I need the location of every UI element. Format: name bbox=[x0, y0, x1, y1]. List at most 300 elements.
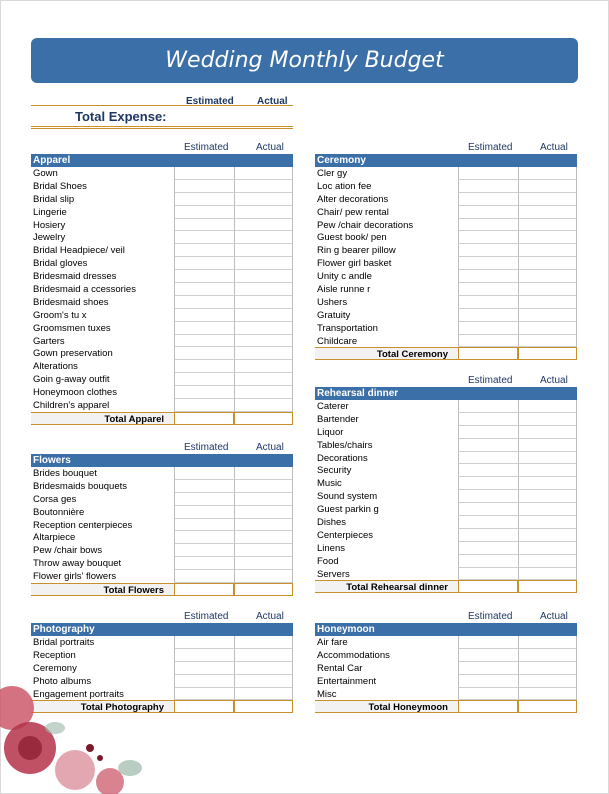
estimated-cell[interactable] bbox=[174, 270, 234, 283]
estimated-cell[interactable] bbox=[458, 464, 518, 477]
actual-cell[interactable] bbox=[234, 519, 293, 532]
actual-cell[interactable] bbox=[234, 167, 293, 180]
estimated-cell[interactable] bbox=[174, 675, 234, 688]
item-label: Ushers bbox=[317, 296, 348, 308]
estimated-header: Estimated bbox=[184, 142, 229, 153]
budget-row bbox=[315, 244, 577, 257]
estimated-cell[interactable] bbox=[174, 231, 234, 244]
estimated-cell[interactable] bbox=[174, 493, 234, 506]
estimated-cell[interactable] bbox=[458, 206, 518, 219]
estimated-cell[interactable] bbox=[174, 193, 234, 206]
estimated-cell[interactable] bbox=[458, 322, 518, 335]
estimated-cell[interactable] bbox=[174, 309, 234, 322]
actual-cell[interactable] bbox=[518, 167, 577, 180]
actual-cell[interactable] bbox=[234, 219, 293, 232]
total-row bbox=[315, 347, 577, 360]
estimated-cell[interactable] bbox=[174, 373, 234, 386]
budget-row bbox=[315, 413, 577, 426]
column-headers bbox=[315, 142, 577, 154]
budget-row bbox=[31, 360, 293, 373]
item-label: Unity c andle bbox=[317, 271, 372, 283]
item-label: Flower girls' flowers bbox=[33, 571, 117, 583]
actual-cell[interactable] bbox=[518, 503, 577, 516]
estimated-cell[interactable] bbox=[174, 206, 234, 219]
budget-row bbox=[31, 270, 293, 283]
estimated-cell[interactable] bbox=[458, 516, 518, 529]
budget-row bbox=[31, 570, 293, 583]
estimated-cell[interactable] bbox=[458, 662, 518, 675]
actual-cell[interactable] bbox=[518, 688, 577, 701]
budget-row bbox=[31, 180, 293, 193]
estimated-cell[interactable] bbox=[174, 519, 234, 532]
budget-row bbox=[315, 426, 577, 439]
actual-cell[interactable] bbox=[234, 244, 293, 257]
actual-cell[interactable] bbox=[518, 335, 577, 348]
actual-cell[interactable] bbox=[234, 231, 293, 244]
budget-row bbox=[315, 231, 577, 244]
actual-cell[interactable] bbox=[518, 555, 577, 568]
estimated-cell[interactable] bbox=[458, 283, 518, 296]
section-header: Flowers bbox=[31, 454, 293, 467]
total-actual-cell[interactable] bbox=[518, 580, 577, 593]
item-label: Alterations bbox=[33, 361, 78, 373]
actual-header: Actual bbox=[256, 611, 284, 622]
budget-row bbox=[315, 675, 577, 688]
item-label: Boutonnière bbox=[33, 506, 85, 518]
item-label: Gown bbox=[33, 168, 58, 179]
estimated-cell[interactable] bbox=[458, 244, 518, 257]
item-label: Entertainment bbox=[317, 675, 377, 687]
estimated-cell[interactable] bbox=[174, 296, 234, 309]
actual-cell[interactable] bbox=[518, 296, 577, 309]
budget-row bbox=[31, 296, 293, 309]
estimated-cell[interactable] bbox=[458, 529, 518, 542]
section-header: Honeymoon bbox=[315, 623, 577, 636]
total-estimated-cell[interactable] bbox=[458, 700, 518, 713]
item-label: Rental Car bbox=[317, 662, 363, 674]
actual-header: Actual bbox=[540, 375, 568, 386]
estimated-cell[interactable] bbox=[458, 490, 518, 503]
budget-row bbox=[315, 296, 577, 309]
estimated-cell[interactable] bbox=[458, 167, 518, 180]
item-label: Groom's tu x bbox=[33, 309, 87, 321]
item-label: Bridesmaids bouquets bbox=[33, 480, 127, 492]
actual-header: Actual bbox=[256, 142, 284, 153]
budget-row bbox=[315, 542, 577, 555]
estimated-cell[interactable] bbox=[458, 503, 518, 516]
total-actual-cell[interactable] bbox=[518, 700, 577, 713]
budget-row bbox=[31, 219, 293, 232]
actual-cell[interactable] bbox=[518, 439, 577, 452]
item-label: Tables/chairs bbox=[317, 439, 373, 451]
total-label: Total Photography bbox=[31, 700, 174, 713]
summary-actual-header: Actual bbox=[257, 96, 288, 107]
item-label: Bartender bbox=[317, 413, 359, 425]
actual-cell[interactable] bbox=[518, 675, 577, 688]
actual-cell[interactable] bbox=[518, 400, 577, 413]
estimated-cell[interactable] bbox=[174, 180, 234, 193]
item-label: Childcare bbox=[317, 335, 358, 347]
budget-row bbox=[315, 257, 577, 270]
budget-row bbox=[31, 347, 293, 360]
budget-row bbox=[31, 257, 293, 270]
estimated-cell[interactable] bbox=[174, 322, 234, 335]
item-label: Servers bbox=[317, 568, 350, 580]
estimated-header: Estimated bbox=[184, 611, 229, 622]
total-label: Total Honeymoon bbox=[315, 700, 458, 713]
budget-row bbox=[31, 531, 293, 544]
actual-cell[interactable] bbox=[234, 296, 293, 309]
actual-cell[interactable] bbox=[234, 493, 293, 506]
total-expense-row bbox=[31, 105, 293, 127]
apparel-section bbox=[31, 142, 293, 425]
estimated-cell[interactable] bbox=[174, 347, 234, 360]
actual-cell[interactable] bbox=[518, 244, 577, 257]
estimated-cell[interactable] bbox=[174, 649, 234, 662]
actual-cell[interactable] bbox=[518, 180, 577, 193]
actual-cell[interactable] bbox=[234, 688, 293, 701]
budget-row bbox=[315, 309, 577, 322]
estimated-cell[interactable] bbox=[458, 477, 518, 490]
budget-row bbox=[315, 555, 577, 568]
item-label: Lingerie bbox=[33, 206, 67, 218]
item-label: Dishes bbox=[317, 517, 347, 529]
actual-cell[interactable] bbox=[518, 464, 577, 477]
estimated-cell[interactable] bbox=[174, 544, 234, 557]
estimated-cell[interactable] bbox=[174, 688, 234, 701]
total-label: Total Rehearsal dinner bbox=[315, 580, 458, 593]
item-label: Misc bbox=[317, 688, 337, 700]
budget-row bbox=[31, 231, 293, 244]
total-estimated-cell[interactable] bbox=[458, 347, 518, 360]
actual-cell[interactable] bbox=[518, 413, 577, 426]
budget-row bbox=[31, 399, 293, 412]
actual-cell[interactable] bbox=[234, 193, 293, 206]
actual-cell[interactable] bbox=[234, 570, 293, 583]
actual-cell[interactable] bbox=[518, 231, 577, 244]
total-estimated-cell[interactable] bbox=[458, 580, 518, 593]
actual-cell[interactable] bbox=[518, 636, 577, 649]
estimated-cell[interactable] bbox=[458, 568, 518, 581]
estimated-cell[interactable] bbox=[458, 426, 518, 439]
estimated-header: Estimated bbox=[468, 375, 513, 386]
ceremony-section bbox=[315, 142, 577, 360]
budget-row bbox=[315, 568, 577, 581]
actual-cell[interactable] bbox=[518, 206, 577, 219]
item-label: Alter decorations bbox=[317, 193, 389, 205]
actual-cell[interactable] bbox=[234, 322, 293, 335]
item-label: Security bbox=[317, 465, 352, 477]
budget-row bbox=[31, 544, 293, 557]
actual-cell[interactable] bbox=[518, 309, 577, 322]
item-label: Reception centerpieces bbox=[33, 519, 133, 531]
actual-cell[interactable] bbox=[518, 426, 577, 439]
actual-cell[interactable] bbox=[234, 399, 293, 412]
budget-row bbox=[315, 167, 577, 180]
item-label: Decorations bbox=[317, 452, 368, 464]
estimated-cell[interactable] bbox=[458, 257, 518, 270]
actual-header: Actual bbox=[540, 611, 568, 622]
item-label: Reception bbox=[33, 649, 76, 661]
item-label: Ceremony bbox=[33, 662, 77, 674]
item-label: Centerpieces bbox=[317, 529, 373, 541]
actual-cell[interactable] bbox=[518, 193, 577, 206]
budget-row bbox=[315, 335, 577, 348]
total-label: Total Apparel bbox=[31, 412, 174, 425]
budget-row bbox=[31, 167, 293, 180]
actual-cell[interactable] bbox=[234, 649, 293, 662]
budget-row bbox=[31, 649, 293, 662]
section-header: Rehearsal dinner bbox=[315, 387, 577, 400]
item-label: Jewelry bbox=[33, 232, 66, 244]
budget-row bbox=[315, 180, 577, 193]
actual-cell[interactable] bbox=[234, 531, 293, 544]
actual-cell[interactable] bbox=[234, 206, 293, 219]
item-label: Chair/ pew rental bbox=[317, 206, 389, 218]
budget-row bbox=[315, 529, 577, 542]
estimated-cell[interactable] bbox=[174, 167, 234, 180]
total-actual-cell[interactable] bbox=[518, 347, 577, 360]
item-label: Air fare bbox=[317, 637, 348, 648]
budget-row bbox=[315, 503, 577, 516]
estimated-cell[interactable] bbox=[458, 688, 518, 701]
estimated-cell[interactable] bbox=[458, 231, 518, 244]
estimated-cell[interactable] bbox=[458, 270, 518, 283]
estimated-cell[interactable] bbox=[174, 335, 234, 348]
actual-cell[interactable] bbox=[234, 257, 293, 270]
actual-cell[interactable] bbox=[234, 360, 293, 373]
budget-row bbox=[315, 636, 577, 649]
actual-cell[interactable] bbox=[234, 309, 293, 322]
budget-row bbox=[31, 283, 293, 296]
column-headers bbox=[31, 142, 293, 154]
item-label: Caterer bbox=[317, 401, 349, 412]
actual-cell[interactable] bbox=[234, 544, 293, 557]
item-label: Honeymoon clothes bbox=[33, 387, 117, 399]
actual-cell[interactable] bbox=[518, 490, 577, 503]
estimated-cell[interactable] bbox=[458, 636, 518, 649]
item-label: Bridesmaid shoes bbox=[33, 296, 109, 308]
rehearsal-dinner-section bbox=[315, 375, 577, 593]
actual-cell[interactable] bbox=[518, 270, 577, 283]
item-label: Aisle runne r bbox=[317, 284, 371, 296]
actual-cell[interactable] bbox=[234, 347, 293, 360]
page-title: Wedding Monthly Budget bbox=[165, 48, 444, 73]
estimated-header: Estimated bbox=[468, 611, 513, 622]
budget-row bbox=[315, 439, 577, 452]
total-label: Total Flowers bbox=[31, 583, 174, 596]
estimated-cell[interactable] bbox=[458, 335, 518, 348]
actual-cell[interactable] bbox=[234, 636, 293, 649]
budget-row bbox=[31, 467, 293, 480]
column-headers bbox=[315, 611, 577, 623]
budget-row bbox=[31, 519, 293, 532]
section-header: Apparel bbox=[31, 154, 293, 167]
budget-row bbox=[31, 480, 293, 493]
budget-row bbox=[315, 490, 577, 503]
budget-row bbox=[315, 516, 577, 529]
item-label: Transportation bbox=[317, 322, 378, 334]
budget-row bbox=[315, 688, 577, 701]
estimated-cell[interactable] bbox=[458, 180, 518, 193]
total-row bbox=[315, 700, 577, 713]
estimated-cell[interactable] bbox=[174, 570, 234, 583]
flowers-section bbox=[31, 442, 293, 596]
budget-row bbox=[315, 649, 577, 662]
budget-row bbox=[315, 322, 577, 335]
budget-row bbox=[31, 335, 293, 348]
actual-cell[interactable] bbox=[518, 529, 577, 542]
budget-row bbox=[315, 662, 577, 675]
estimated-cell[interactable] bbox=[174, 219, 234, 232]
actual-cell[interactable] bbox=[518, 452, 577, 465]
summary-estimated-header: Estimated bbox=[186, 96, 234, 107]
estimated-cell[interactable] bbox=[174, 257, 234, 270]
item-label: Gown preservation bbox=[33, 348, 113, 360]
total-estimated-cell[interactable] bbox=[174, 700, 234, 713]
actual-cell[interactable] bbox=[234, 373, 293, 386]
section-header: Photography bbox=[31, 623, 293, 636]
actual-cell[interactable] bbox=[234, 506, 293, 519]
budget-row bbox=[31, 309, 293, 322]
item-label: Brides bouquet bbox=[33, 468, 97, 479]
total-row bbox=[31, 583, 293, 596]
actual-cell[interactable] bbox=[234, 270, 293, 283]
item-label: Children's apparel bbox=[33, 400, 110, 412]
item-label: Sound system bbox=[317, 491, 378, 503]
budget-row bbox=[31, 506, 293, 519]
budget-row bbox=[315, 219, 577, 232]
estimated-cell[interactable] bbox=[458, 452, 518, 465]
estimated-cell[interactable] bbox=[174, 480, 234, 493]
budget-row bbox=[315, 400, 577, 413]
actual-cell[interactable] bbox=[234, 557, 293, 570]
item-label: Altarpiece bbox=[33, 532, 76, 544]
item-label: Hosiery bbox=[33, 219, 66, 231]
estimated-cell[interactable] bbox=[458, 193, 518, 206]
estimated-cell[interactable] bbox=[458, 413, 518, 426]
estimated-cell[interactable] bbox=[174, 557, 234, 570]
total-actual-cell[interactable] bbox=[234, 700, 293, 713]
item-label: Rin g bearer pillow bbox=[317, 245, 396, 257]
actual-cell[interactable] bbox=[234, 675, 293, 688]
total-actual-cell[interactable] bbox=[234, 583, 293, 596]
total-expense-label: Total Expense: bbox=[75, 109, 167, 124]
budget-row bbox=[31, 193, 293, 206]
budget-row bbox=[31, 386, 293, 399]
estimated-cell[interactable] bbox=[458, 296, 518, 309]
actual-cell[interactable] bbox=[518, 662, 577, 675]
item-label: Bridesmaid dresses bbox=[33, 271, 117, 283]
actual-cell[interactable] bbox=[518, 477, 577, 490]
section-header: Ceremony bbox=[315, 154, 577, 167]
estimated-cell[interactable] bbox=[174, 399, 234, 412]
item-label: Bridal Headpiece/ veil bbox=[33, 245, 125, 257]
item-label: Linens bbox=[317, 542, 345, 554]
budget-row bbox=[31, 322, 293, 335]
actual-cell[interactable] bbox=[518, 568, 577, 581]
total-estimated-cell[interactable] bbox=[174, 583, 234, 596]
estimated-cell[interactable] bbox=[174, 360, 234, 373]
budget-row bbox=[31, 206, 293, 219]
item-label: Throw away bouquet bbox=[33, 558, 122, 570]
actual-cell[interactable] bbox=[234, 335, 293, 348]
actual-cell[interactable] bbox=[234, 386, 293, 399]
estimated-cell[interactable] bbox=[174, 244, 234, 257]
budget-row bbox=[315, 206, 577, 219]
estimated-cell[interactable] bbox=[458, 400, 518, 413]
estimated-cell[interactable] bbox=[174, 506, 234, 519]
actual-cell[interactable] bbox=[234, 180, 293, 193]
estimated-cell[interactable] bbox=[174, 531, 234, 544]
estimated-cell[interactable] bbox=[174, 636, 234, 649]
item-label: Photo albums bbox=[33, 675, 92, 687]
actual-cell[interactable] bbox=[234, 283, 293, 296]
honeymoon-section bbox=[315, 611, 577, 713]
estimated-cell[interactable] bbox=[458, 675, 518, 688]
actual-cell[interactable] bbox=[234, 662, 293, 675]
budget-row bbox=[31, 557, 293, 570]
estimated-cell[interactable] bbox=[458, 309, 518, 322]
budget-row bbox=[315, 477, 577, 490]
estimated-cell[interactable] bbox=[458, 542, 518, 555]
column-headers bbox=[315, 375, 577, 387]
budget-row bbox=[315, 270, 577, 283]
item-label: Engagement portraits bbox=[33, 688, 124, 700]
estimated-cell[interactable] bbox=[458, 439, 518, 452]
estimated-cell[interactable] bbox=[174, 386, 234, 399]
estimated-header: Estimated bbox=[184, 442, 229, 453]
estimated-cell[interactable] bbox=[174, 283, 234, 296]
estimated-cell[interactable] bbox=[174, 662, 234, 675]
estimated-cell[interactable] bbox=[458, 649, 518, 662]
item-label: Garters bbox=[33, 335, 65, 347]
actual-cell[interactable] bbox=[518, 649, 577, 662]
item-label: Liquor bbox=[317, 426, 344, 438]
total-estimated-cell[interactable] bbox=[174, 412, 234, 425]
budget-row bbox=[31, 244, 293, 257]
actual-cell[interactable] bbox=[518, 542, 577, 555]
estimated-cell[interactable] bbox=[174, 467, 234, 480]
actual-cell[interactable] bbox=[518, 219, 577, 232]
total-row bbox=[31, 412, 293, 425]
item-label: Loc ation fee bbox=[317, 180, 372, 192]
actual-cell[interactable] bbox=[518, 516, 577, 529]
estimated-cell[interactable] bbox=[458, 555, 518, 568]
item-label: Accommodations bbox=[317, 649, 390, 661]
item-label: Bridal Shoes bbox=[33, 180, 87, 192]
item-label: Guest parkin g bbox=[317, 504, 379, 516]
watercolor-flowers-icon bbox=[0, 668, 150, 794]
total-actual-cell[interactable] bbox=[234, 412, 293, 425]
actual-cell[interactable] bbox=[518, 283, 577, 296]
actual-cell[interactable] bbox=[234, 467, 293, 480]
column-headers bbox=[31, 611, 293, 623]
actual-cell[interactable] bbox=[234, 480, 293, 493]
item-label: Bridal gloves bbox=[33, 258, 88, 270]
actual-cell[interactable] bbox=[518, 322, 577, 335]
item-label: Pew /chair bows bbox=[33, 545, 103, 557]
item-label: Bridal portraits bbox=[33, 637, 95, 648]
budget-row bbox=[31, 373, 293, 386]
estimated-cell[interactable] bbox=[458, 219, 518, 232]
actual-header: Actual bbox=[256, 442, 284, 453]
budget-row bbox=[31, 636, 293, 649]
actual-cell[interactable] bbox=[518, 257, 577, 270]
item-label: Food bbox=[317, 555, 339, 567]
item-label: Groomsmen tuxes bbox=[33, 322, 111, 334]
item-label: Bridal slip bbox=[33, 193, 75, 205]
